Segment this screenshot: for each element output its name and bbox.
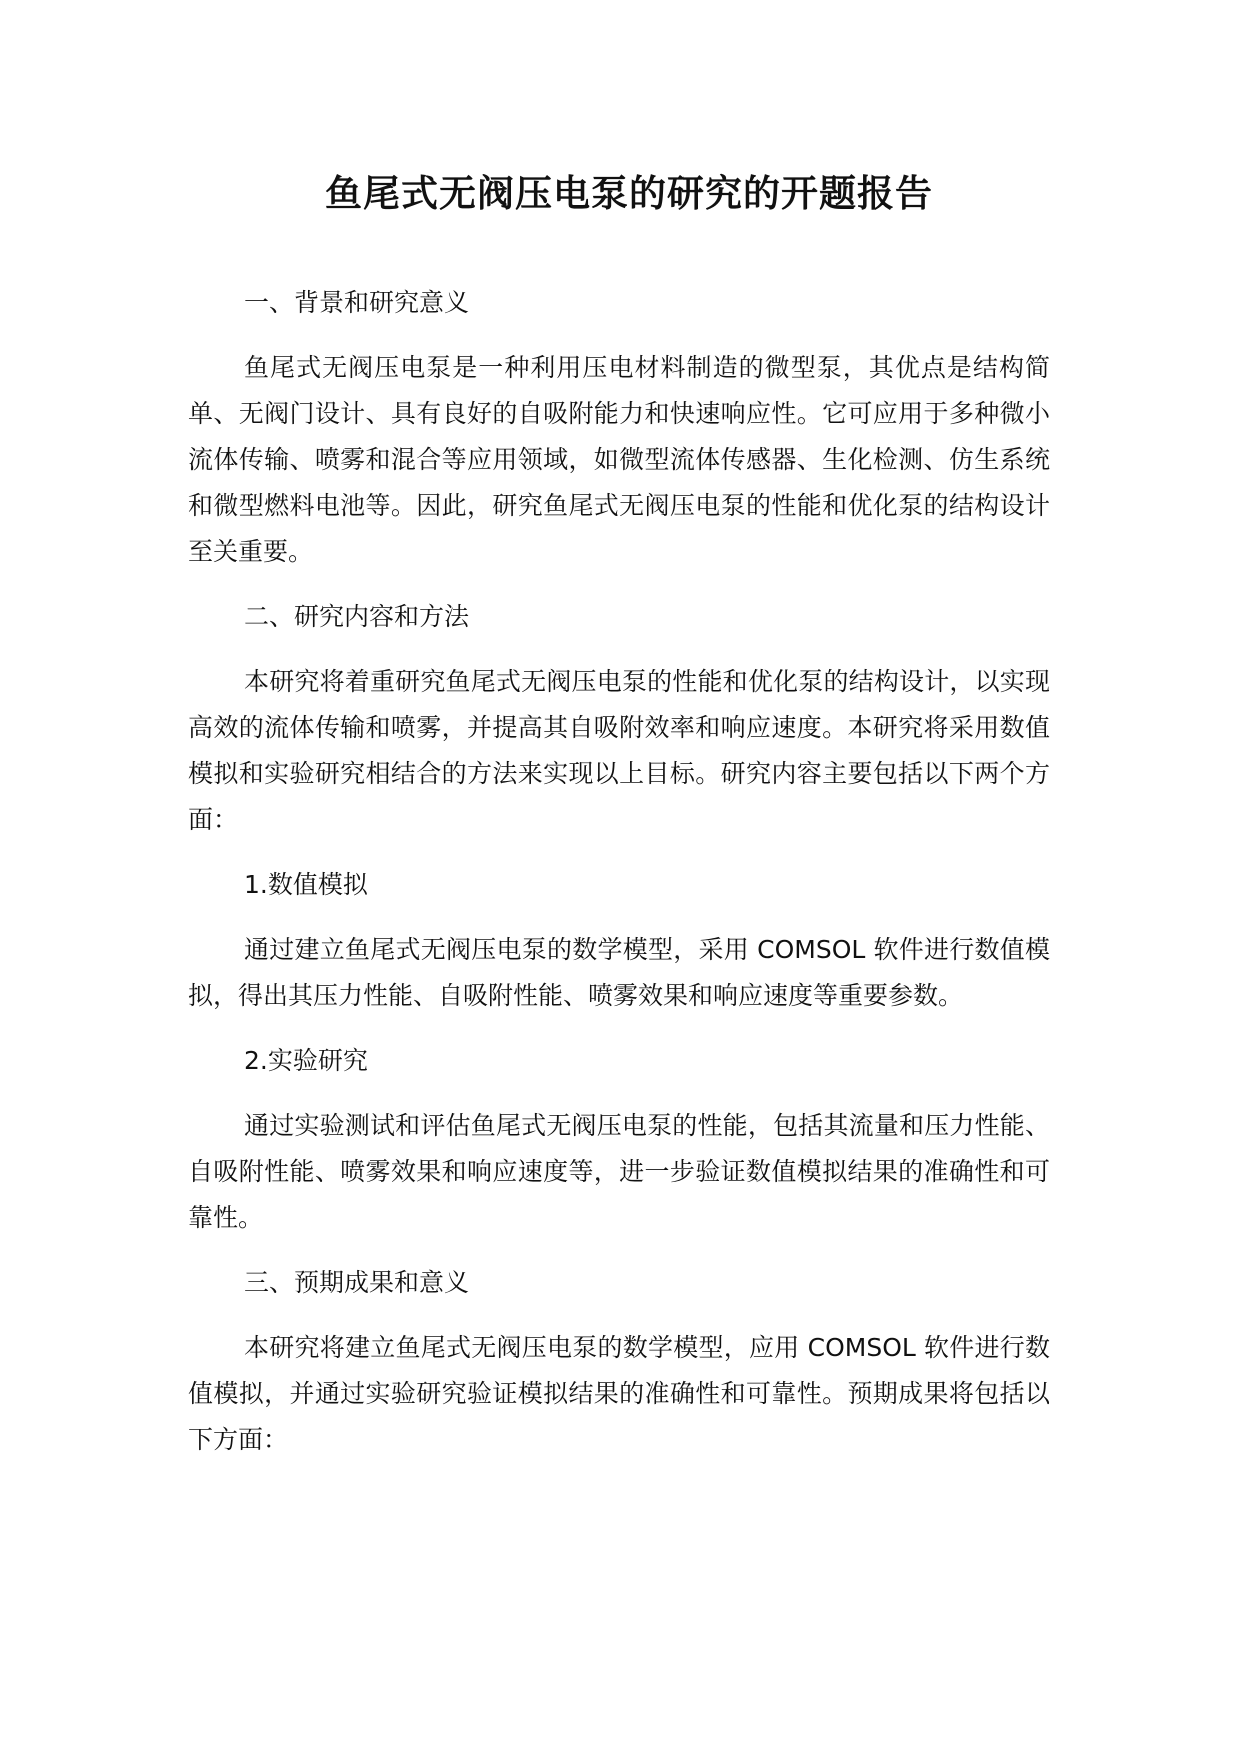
paragraph-experimental-study: 通过实验测试和评估鱼尾式无阀压电泵的性能，包括其流量和压力性能、自吸附性能、喷雾效果和响应速度等，进一步验证数值模拟结果的准确性和可靠性。 [188,1111,1050,1232]
subheading-numerical-simulation: 1.数值模拟 [244,870,368,899]
subheading-experimental-study: 2.实验研究 [244,1046,368,1075]
paragraph-expected-results: 本研究将建立鱼尾式无阀压电泵的数学模型，应用 COMSOL 软件进行数值模拟，并通过实验研究验证模拟结果的准确性和可靠性。预期成果将包括以下方面： [188,1333,1050,1454]
section-heading-background: 一、背景和研究意义 [244,288,470,317]
paragraph-numerical-simulation: 通过建立鱼尾式无阀压电泵的数学模型，采用 COMSOL 软件进行数值模拟，得出其压力性能、自吸附性能、喷雾效果和响应速度等重要参数。 [188,935,1050,1010]
section-heading-content-methods: 二、研究内容和方法 [244,602,470,631]
paragraph-background: 鱼尾式无阀压电泵是一种利用压电材料制造的微型泵，其优点是结构简单、无阀门设计、具有良好的自吸附能力和快速响应性。它可应用于多种微小流体传输、喷雾和混合等应用领域，如微型流体传感器、生化检测、仿生系统和微型燃料电池等。因此，研究鱼尾式无阀压电泵的性能和优化泵的结构设计至关重要。 [188,353,1050,566]
document-title: 鱼尾式无阀压电泵的研究的开题报告 [325,172,933,215]
section-heading-expected-results: 三、预期成果和意义 [244,1268,470,1297]
document-page [188,170,1050,1482]
paragraph-content-methods: 本研究将着重研究鱼尾式无阀压电泵的性能和优化泵的结构设计，以实现高效的流体传输和喷雾，并提高其自吸附效率和响应速度。本研究将采用数值模拟和实验研究相结合的方法来实现以上目标。研究内容主要包括以下两个方面： [188,667,1050,834]
